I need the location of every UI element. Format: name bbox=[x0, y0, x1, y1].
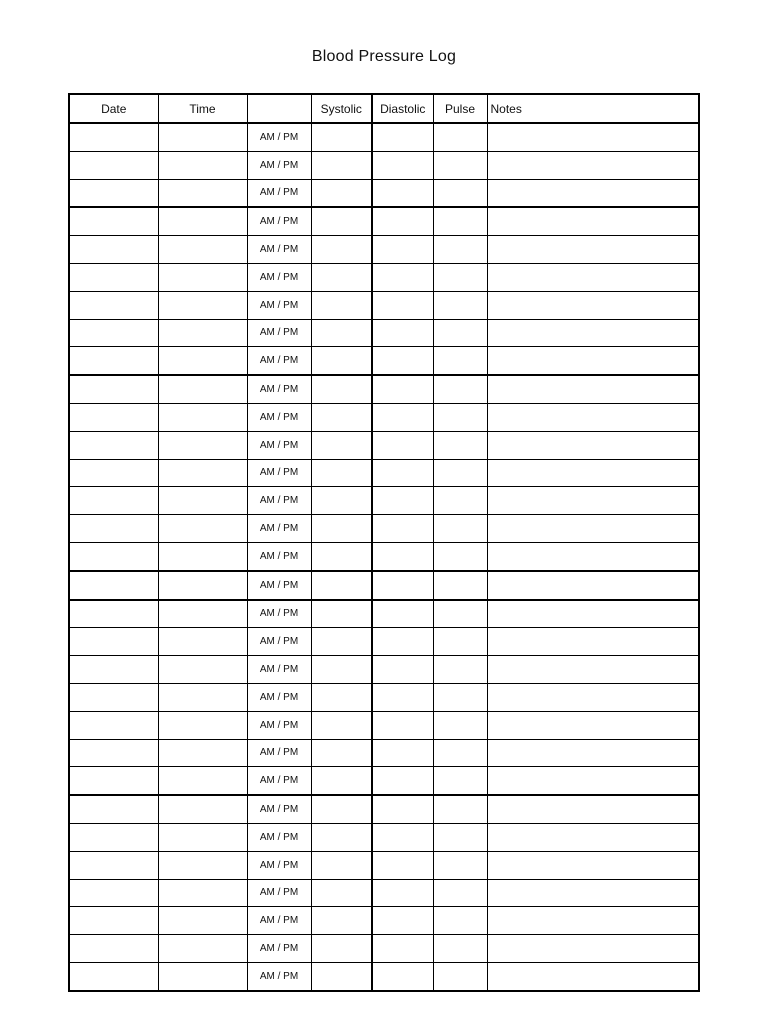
pulse-cell[interactable] bbox=[433, 628, 487, 656]
ampm-cell: AM / PM bbox=[247, 236, 311, 264]
pulse-cell[interactable] bbox=[433, 403, 487, 431]
ampm-cell: AM / PM bbox=[247, 431, 311, 459]
date-cell[interactable] bbox=[69, 431, 158, 459]
systolic-cell[interactable] bbox=[311, 207, 372, 235]
time-cell[interactable] bbox=[158, 683, 247, 711]
pulse-cell[interactable] bbox=[433, 123, 487, 151]
notes-cell[interactable] bbox=[487, 767, 699, 795]
log-body bbox=[69, 123, 699, 991]
ampm-cell: AM / PM bbox=[247, 263, 311, 291]
time-cell[interactable] bbox=[158, 711, 247, 739]
column-header-notes: Notes bbox=[487, 94, 699, 123]
systolic-cell[interactable] bbox=[311, 263, 372, 291]
table-row bbox=[69, 767, 699, 795]
notes-cell[interactable] bbox=[487, 207, 699, 235]
time-cell[interactable] bbox=[158, 656, 247, 684]
systolic-cell[interactable] bbox=[311, 123, 372, 151]
notes-cell[interactable] bbox=[487, 542, 699, 570]
diastolic-cell[interactable] bbox=[372, 431, 433, 459]
ampm-cell: AM / PM bbox=[247, 319, 311, 347]
systolic-cell[interactable] bbox=[311, 515, 372, 543]
notes-cell[interactable] bbox=[487, 236, 699, 264]
time-cell[interactable] bbox=[158, 935, 247, 963]
table-row bbox=[69, 907, 699, 935]
notes-cell[interactable] bbox=[487, 431, 699, 459]
date-cell[interactable] bbox=[69, 403, 158, 431]
pulse-cell[interactable] bbox=[433, 795, 487, 823]
table-row bbox=[69, 487, 699, 515]
date-cell[interactable] bbox=[69, 656, 158, 684]
time-cell[interactable] bbox=[158, 403, 247, 431]
ampm-cell: AM / PM bbox=[247, 907, 311, 935]
pulse-cell[interactable] bbox=[433, 571, 487, 600]
time-cell[interactable] bbox=[158, 375, 247, 403]
column-header-ampm bbox=[247, 94, 311, 123]
diastolic-cell[interactable] bbox=[372, 403, 433, 431]
ampm-cell: AM / PM bbox=[247, 375, 311, 403]
table-row bbox=[69, 683, 699, 711]
notes-cell[interactable] bbox=[487, 962, 699, 990]
time-cell[interactable] bbox=[158, 459, 247, 487]
time-cell[interactable] bbox=[158, 739, 247, 767]
pulse-cell[interactable] bbox=[433, 879, 487, 907]
diastolic-cell[interactable] bbox=[372, 571, 433, 600]
systolic-cell[interactable] bbox=[311, 795, 372, 823]
ampm-cell: AM / PM bbox=[247, 628, 311, 656]
notes-cell[interactable] bbox=[487, 739, 699, 767]
pulse-cell[interactable] bbox=[433, 962, 487, 990]
diastolic-cell[interactable] bbox=[372, 879, 433, 907]
pulse-cell[interactable] bbox=[433, 739, 487, 767]
table-row bbox=[69, 236, 699, 264]
pulse-cell[interactable] bbox=[433, 459, 487, 487]
diastolic-cell[interactable] bbox=[372, 319, 433, 347]
diastolic-cell[interactable] bbox=[372, 935, 433, 963]
column-header-diastolic: Diastolic bbox=[372, 94, 433, 123]
time-cell[interactable] bbox=[158, 767, 247, 795]
column-header-date: Date bbox=[69, 94, 158, 123]
notes-cell[interactable] bbox=[487, 683, 699, 711]
diastolic-cell[interactable] bbox=[372, 347, 433, 375]
pulse-cell[interactable] bbox=[433, 431, 487, 459]
date-cell[interactable] bbox=[69, 375, 158, 403]
time-cell[interactable] bbox=[158, 600, 247, 628]
notes-cell[interactable] bbox=[487, 600, 699, 628]
notes-cell[interactable] bbox=[487, 851, 699, 879]
diastolic-cell[interactable] bbox=[372, 711, 433, 739]
page-title: Blood Pressure Log bbox=[311, 48, 457, 65]
notes-cell[interactable] bbox=[487, 628, 699, 656]
notes-cell[interactable] bbox=[487, 179, 699, 207]
systolic-cell[interactable] bbox=[311, 179, 372, 207]
pulse-cell[interactable] bbox=[433, 683, 487, 711]
date-cell[interactable] bbox=[69, 767, 158, 795]
notes-cell[interactable] bbox=[487, 123, 699, 151]
ampm-cell: AM / PM bbox=[247, 823, 311, 851]
table-row bbox=[69, 571, 699, 600]
systolic-cell[interactable] bbox=[311, 151, 372, 179]
time-cell[interactable] bbox=[158, 487, 247, 515]
systolic-cell[interactable] bbox=[311, 542, 372, 570]
ampm-cell: AM / PM bbox=[247, 767, 311, 795]
time-cell[interactable] bbox=[158, 263, 247, 291]
date-cell[interactable] bbox=[69, 347, 158, 375]
date-cell[interactable] bbox=[69, 179, 158, 207]
ampm-cell: AM / PM bbox=[247, 291, 311, 319]
ampm-cell: AM / PM bbox=[247, 347, 311, 375]
date-cell[interactable] bbox=[69, 739, 158, 767]
diastolic-cell[interactable] bbox=[372, 795, 433, 823]
table-row bbox=[69, 879, 699, 907]
ampm-cell: AM / PM bbox=[247, 571, 311, 600]
date-cell[interactable] bbox=[69, 542, 158, 570]
ampm-cell: AM / PM bbox=[247, 459, 311, 487]
pulse-cell[interactable] bbox=[433, 656, 487, 684]
ampm-cell: AM / PM bbox=[247, 179, 311, 207]
systolic-cell[interactable] bbox=[311, 487, 372, 515]
time-cell[interactable] bbox=[158, 879, 247, 907]
ampm-cell: AM / PM bbox=[247, 962, 311, 990]
ampm-cell: AM / PM bbox=[247, 739, 311, 767]
time-cell[interactable] bbox=[158, 907, 247, 935]
date-cell[interactable] bbox=[69, 823, 158, 851]
systolic-cell[interactable] bbox=[311, 656, 372, 684]
pulse-cell[interactable] bbox=[433, 236, 487, 264]
diastolic-cell[interactable] bbox=[372, 907, 433, 935]
table-row bbox=[69, 600, 699, 628]
date-cell[interactable] bbox=[69, 319, 158, 347]
diastolic-cell[interactable] bbox=[372, 767, 433, 795]
diastolic-cell[interactable] bbox=[372, 851, 433, 879]
pulse-cell[interactable] bbox=[433, 600, 487, 628]
date-cell[interactable] bbox=[69, 600, 158, 628]
systolic-cell[interactable] bbox=[311, 347, 372, 375]
time-cell[interactable] bbox=[158, 151, 247, 179]
date-cell[interactable] bbox=[69, 459, 158, 487]
pulse-cell[interactable] bbox=[433, 291, 487, 319]
table-row bbox=[69, 403, 699, 431]
notes-cell[interactable] bbox=[487, 571, 699, 600]
notes-cell[interactable] bbox=[487, 656, 699, 684]
diastolic-cell[interactable] bbox=[372, 487, 433, 515]
date-cell[interactable] bbox=[69, 683, 158, 711]
diastolic-cell[interactable] bbox=[372, 459, 433, 487]
notes-cell[interactable] bbox=[487, 879, 699, 907]
ampm-cell: AM / PM bbox=[247, 487, 311, 515]
ampm-cell: AM / PM bbox=[247, 600, 311, 628]
ampm-cell: AM / PM bbox=[247, 123, 311, 151]
column-header-systolic: Systolic bbox=[311, 94, 372, 123]
systolic-cell[interactable] bbox=[311, 431, 372, 459]
systolic-cell[interactable] bbox=[311, 600, 372, 628]
date-cell[interactable] bbox=[69, 515, 158, 543]
table-row bbox=[69, 628, 699, 656]
diastolic-cell[interactable] bbox=[372, 628, 433, 656]
time-cell[interactable] bbox=[158, 542, 247, 570]
date-cell[interactable] bbox=[69, 291, 158, 319]
ampm-cell: AM / PM bbox=[247, 403, 311, 431]
table-row bbox=[69, 459, 699, 487]
diastolic-cell[interactable] bbox=[372, 739, 433, 767]
systolic-cell[interactable] bbox=[311, 879, 372, 907]
notes-cell[interactable] bbox=[487, 403, 699, 431]
column-header-time: Time bbox=[158, 94, 247, 123]
pulse-cell[interactable] bbox=[433, 711, 487, 739]
pulse-cell[interactable] bbox=[433, 207, 487, 235]
systolic-cell[interactable] bbox=[311, 711, 372, 739]
ampm-cell: AM / PM bbox=[247, 711, 311, 739]
column-header-pulse: Pulse bbox=[433, 94, 487, 123]
diastolic-cell[interactable] bbox=[372, 656, 433, 684]
systolic-cell[interactable] bbox=[311, 375, 372, 403]
pulse-cell[interactable] bbox=[433, 515, 487, 543]
date-cell[interactable] bbox=[69, 236, 158, 264]
pulse-cell[interactable] bbox=[433, 907, 487, 935]
diastolic-cell[interactable] bbox=[372, 962, 433, 990]
pulse-cell[interactable] bbox=[433, 542, 487, 570]
table-row bbox=[69, 739, 699, 767]
time-cell[interactable] bbox=[158, 347, 247, 375]
table-row bbox=[69, 263, 699, 291]
header-row bbox=[69, 94, 699, 123]
table-row bbox=[69, 656, 699, 684]
date-cell[interactable] bbox=[69, 628, 158, 656]
systolic-cell[interactable] bbox=[311, 403, 372, 431]
notes-cell[interactable] bbox=[487, 795, 699, 823]
table-row bbox=[69, 151, 699, 179]
diastolic-cell[interactable] bbox=[372, 600, 433, 628]
systolic-cell[interactable] bbox=[311, 935, 372, 963]
time-cell[interactable] bbox=[158, 515, 247, 543]
diastolic-cell[interactable] bbox=[372, 179, 433, 207]
time-cell[interactable] bbox=[158, 571, 247, 600]
ampm-cell: AM / PM bbox=[247, 151, 311, 179]
ampm-cell: AM / PM bbox=[247, 879, 311, 907]
notes-cell[interactable] bbox=[487, 935, 699, 963]
table-row bbox=[69, 291, 699, 319]
systolic-cell[interactable] bbox=[311, 851, 372, 879]
date-cell[interactable] bbox=[69, 962, 158, 990]
date-cell[interactable] bbox=[69, 263, 158, 291]
table-row bbox=[69, 319, 699, 347]
systolic-cell[interactable] bbox=[311, 907, 372, 935]
notes-cell[interactable] bbox=[487, 487, 699, 515]
date-cell[interactable] bbox=[69, 907, 158, 935]
notes-cell[interactable] bbox=[487, 907, 699, 935]
pulse-cell[interactable] bbox=[433, 263, 487, 291]
date-cell[interactable] bbox=[69, 487, 158, 515]
diastolic-cell[interactable] bbox=[372, 823, 433, 851]
pulse-cell[interactable] bbox=[433, 935, 487, 963]
notes-cell[interactable] bbox=[487, 823, 699, 851]
ampm-cell: AM / PM bbox=[247, 515, 311, 543]
ampm-cell: AM / PM bbox=[247, 935, 311, 963]
time-cell[interactable] bbox=[158, 179, 247, 207]
date-cell[interactable] bbox=[69, 571, 158, 600]
notes-cell[interactable] bbox=[487, 711, 699, 739]
time-cell[interactable] bbox=[158, 962, 247, 990]
table-row bbox=[69, 207, 699, 235]
systolic-cell[interactable] bbox=[311, 739, 372, 767]
diastolic-cell[interactable] bbox=[372, 123, 433, 151]
time-cell[interactable] bbox=[158, 319, 247, 347]
date-cell[interactable] bbox=[69, 711, 158, 739]
date-cell[interactable] bbox=[69, 207, 158, 235]
systolic-cell[interactable] bbox=[311, 236, 372, 264]
systolic-cell[interactable] bbox=[311, 571, 372, 600]
pulse-cell[interactable] bbox=[433, 767, 487, 795]
systolic-cell[interactable] bbox=[311, 459, 372, 487]
table-row bbox=[69, 123, 699, 151]
time-cell[interactable] bbox=[158, 291, 247, 319]
systolic-cell[interactable] bbox=[311, 291, 372, 319]
systolic-cell[interactable] bbox=[311, 683, 372, 711]
time-cell[interactable] bbox=[158, 628, 247, 656]
pulse-cell[interactable] bbox=[433, 347, 487, 375]
pulse-cell[interactable] bbox=[433, 375, 487, 403]
notes-cell[interactable] bbox=[487, 375, 699, 403]
time-cell[interactable] bbox=[158, 431, 247, 459]
diastolic-cell[interactable] bbox=[372, 207, 433, 235]
time-cell[interactable] bbox=[158, 823, 247, 851]
pulse-cell[interactable] bbox=[433, 179, 487, 207]
notes-cell[interactable] bbox=[487, 319, 699, 347]
time-cell[interactable] bbox=[158, 123, 247, 151]
date-cell[interactable] bbox=[69, 851, 158, 879]
diastolic-cell[interactable] bbox=[372, 263, 433, 291]
pulse-cell[interactable] bbox=[433, 487, 487, 515]
pulse-cell[interactable] bbox=[433, 851, 487, 879]
diastolic-cell[interactable] bbox=[372, 236, 433, 264]
ampm-cell: AM / PM bbox=[247, 656, 311, 684]
pulse-cell[interactable] bbox=[433, 151, 487, 179]
date-cell[interactable] bbox=[69, 123, 158, 151]
systolic-cell[interactable] bbox=[311, 628, 372, 656]
diastolic-cell[interactable] bbox=[372, 291, 433, 319]
table-row bbox=[69, 542, 699, 570]
ampm-cell: AM / PM bbox=[247, 542, 311, 570]
diastolic-cell[interactable] bbox=[372, 151, 433, 179]
diastolic-cell[interactable] bbox=[372, 542, 433, 570]
diastolic-cell[interactable] bbox=[372, 375, 433, 403]
systolic-cell[interactable] bbox=[311, 319, 372, 347]
table-row bbox=[69, 935, 699, 963]
notes-cell[interactable] bbox=[487, 347, 699, 375]
table-row bbox=[69, 347, 699, 375]
table-row bbox=[69, 711, 699, 739]
date-cell[interactable] bbox=[69, 151, 158, 179]
systolic-cell[interactable] bbox=[311, 767, 372, 795]
table-row bbox=[69, 431, 699, 459]
systolic-cell[interactable] bbox=[311, 823, 372, 851]
pulse-cell[interactable] bbox=[433, 319, 487, 347]
table-row bbox=[69, 375, 699, 403]
ampm-cell: AM / PM bbox=[247, 795, 311, 823]
table-row bbox=[69, 851, 699, 879]
table-row bbox=[69, 823, 699, 851]
ampm-cell: AM / PM bbox=[247, 683, 311, 711]
table-row bbox=[69, 962, 699, 990]
notes-cell[interactable] bbox=[487, 263, 699, 291]
diastolic-cell[interactable] bbox=[372, 515, 433, 543]
time-cell[interactable] bbox=[158, 851, 247, 879]
date-cell[interactable] bbox=[69, 879, 158, 907]
table-row bbox=[69, 515, 699, 543]
time-cell[interactable] bbox=[158, 236, 247, 264]
notes-cell[interactable] bbox=[487, 291, 699, 319]
ampm-cell: AM / PM bbox=[247, 207, 311, 235]
time-cell[interactable] bbox=[158, 207, 247, 235]
notes-cell[interactable] bbox=[487, 459, 699, 487]
diastolic-cell[interactable] bbox=[372, 683, 433, 711]
ampm-cell: AM / PM bbox=[247, 851, 311, 879]
time-cell[interactable] bbox=[158, 795, 247, 823]
date-cell[interactable] bbox=[69, 795, 158, 823]
systolic-cell[interactable] bbox=[311, 962, 372, 990]
notes-cell[interactable] bbox=[487, 151, 699, 179]
table-row bbox=[69, 179, 699, 207]
pulse-cell[interactable] bbox=[433, 823, 487, 851]
date-cell[interactable] bbox=[69, 935, 158, 963]
notes-cell[interactable] bbox=[487, 515, 699, 543]
blood-pressure-log-table bbox=[68, 93, 700, 992]
table-row bbox=[69, 795, 699, 823]
